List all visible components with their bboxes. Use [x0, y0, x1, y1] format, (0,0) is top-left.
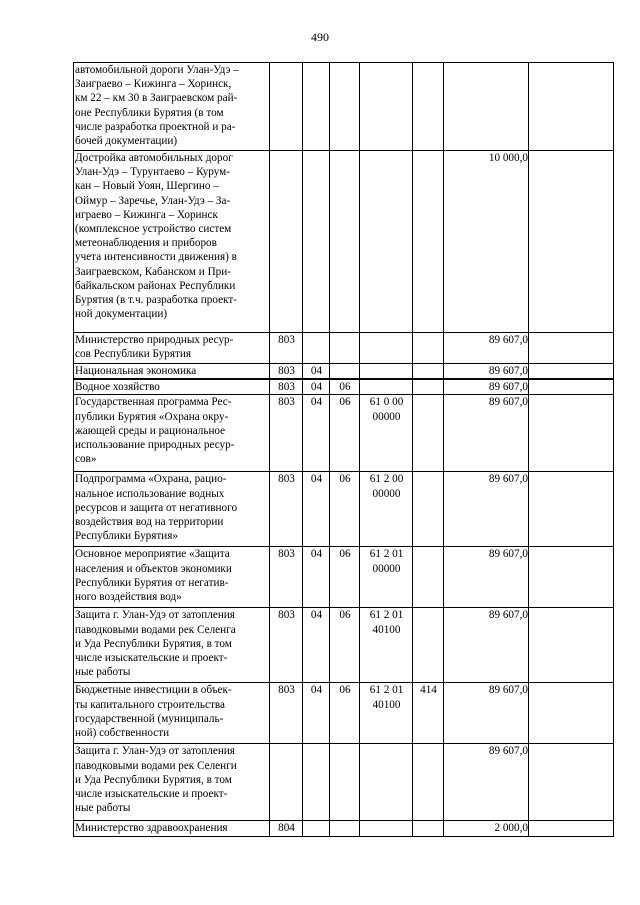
row-name: Достройка автомобильных дорог Улан-Удэ – Турунтаево – Курум- кан – Новый Уоян, Шергино – Оймур – Заречье, Улан-Удэ – За- играево – Кижинга – Хоринск (комплексное устройство систем метеонаблюдения и приборов учета интенсивности движения) в Заиграевском, Кабанском и При- байкальском районах Республики Бурятия (в т.ч. разработка проект- ной документации)	[74, 151, 270, 333]
table-row	[74, 395, 614, 472]
row-extra	[529, 821, 614, 836]
row-pr	[330, 821, 360, 836]
row-pr	[330, 151, 360, 333]
row-amount: 2 000,0	[444, 821, 529, 836]
row-vr	[413, 744, 444, 821]
row-csr: 61 2 01 00000	[360, 547, 413, 608]
row-vr	[413, 333, 444, 364]
row-csr	[360, 333, 413, 364]
row-name: Министерство здравоохранения	[74, 821, 270, 836]
row-amount: 89 607,0	[444, 547, 529, 608]
row-vr	[413, 395, 444, 472]
row-vr: 414	[413, 683, 444, 744]
row-amount: 89 607,0	[444, 379, 529, 395]
row-csr	[360, 151, 413, 333]
row-rz: 04	[303, 547, 330, 608]
row-vr	[413, 364, 444, 380]
row-rz: 04	[303, 472, 330, 547]
table-row	[74, 683, 614, 744]
row-rz: 04	[303, 364, 330, 380]
row-csr	[360, 364, 413, 380]
row-csr	[360, 821, 413, 836]
row-pr: 06	[330, 395, 360, 472]
row-amount	[444, 63, 529, 151]
row-ved	[270, 63, 303, 151]
row-pr	[330, 364, 360, 380]
row-csr	[360, 63, 413, 151]
row-ved: 803	[270, 547, 303, 608]
row-extra	[529, 63, 614, 151]
row-csr: 61 0 00 00000	[360, 395, 413, 472]
row-amount: 89 607,0	[444, 683, 529, 744]
row-rz: 04	[303, 683, 330, 744]
row-extra	[529, 547, 614, 608]
row-rz: 04	[303, 608, 330, 683]
row-rz	[303, 744, 330, 821]
row-name: Водное хозяйство	[74, 379, 270, 395]
row-rz	[303, 333, 330, 364]
row-name: Национальная экономика	[74, 364, 270, 380]
row-pr: 06	[330, 683, 360, 744]
row-amount: 89 607,0	[444, 608, 529, 683]
table-row	[74, 379, 614, 395]
row-amount: 10 000,0	[444, 151, 529, 333]
row-pr	[330, 333, 360, 364]
table-row	[74, 151, 614, 333]
row-rz	[303, 151, 330, 333]
table-row	[74, 472, 614, 547]
row-amount: 89 607,0	[444, 395, 529, 472]
row-name: Бюджетные инвестиции в объек- ты капитального строительства государственной (муниципаль- ной) собственности	[74, 683, 270, 744]
row-ved: 803	[270, 379, 303, 395]
row-csr: 61 2 01 40100	[360, 683, 413, 744]
row-ved: 803	[270, 395, 303, 472]
row-ved: 803	[270, 608, 303, 683]
row-extra	[529, 395, 614, 472]
row-name: Министерство природных ресур- сов Республики Бурятия	[74, 333, 270, 364]
row-name: Подпрограмма «Охрана, рацио- нальное использование водных ресурсов и защита от негативного воздействия вод на территории Республики Бурятия»	[74, 472, 270, 547]
table-row	[74, 333, 614, 364]
row-amount: 89 607,0	[444, 333, 529, 364]
row-name: Защита г. Улан-Удэ от затопления паводковыми водами рек Селенга и Уда Республики Бурятия, в том числе изыскательские и проект- ные работы	[74, 608, 270, 683]
row-pr: 06	[330, 608, 360, 683]
row-vr	[413, 379, 444, 395]
row-pr	[330, 744, 360, 821]
table-row	[74, 608, 614, 683]
row-extra	[529, 379, 614, 395]
row-amount: 89 607,0	[444, 472, 529, 547]
page-number: 490	[311, 30, 329, 44]
row-rz	[303, 63, 330, 151]
table-row	[74, 821, 614, 836]
row-ved	[270, 744, 303, 821]
table-row	[74, 63, 614, 151]
row-ved: 803	[270, 333, 303, 364]
row-ved: 804	[270, 821, 303, 836]
row-rz: 04	[303, 379, 330, 395]
row-pr: 06	[330, 547, 360, 608]
row-extra	[529, 683, 614, 744]
row-extra	[529, 744, 614, 821]
row-extra	[529, 333, 614, 364]
row-amount: 89 607,0	[444, 364, 529, 380]
row-name: автомобильной дороги Улан-Удэ – Заиграево – Кижинга – Хоринск, км 22 – км 30 в Заиграевском рай- оне Республики Бурятия (в том числе разработка проектной и ра- бочей документации)	[74, 63, 270, 151]
row-vr	[413, 472, 444, 547]
row-vr	[413, 608, 444, 683]
row-ved: 803	[270, 683, 303, 744]
row-name: Защита г. Улан-Удэ от затопления паводковыми водами рек Селенги и Уда Республики Бурятия, в том числе изыскательские и проект- ные работы	[74, 744, 270, 821]
row-name: Государственная программа Рес- публики Бурятия «Охрана окру- жающей среды и рациональное использование природных ресур- сов»	[74, 395, 270, 472]
table-row	[74, 744, 614, 821]
row-csr	[360, 379, 413, 395]
budget-table	[73, 62, 614, 837]
row-pr	[330, 63, 360, 151]
row-amount: 89 607,0	[444, 744, 529, 821]
table-row	[74, 547, 614, 608]
row-extra	[529, 608, 614, 683]
row-rz	[303, 821, 330, 836]
row-extra	[529, 472, 614, 547]
row-extra	[529, 151, 614, 333]
row-vr	[413, 547, 444, 608]
table-row	[74, 364, 614, 380]
row-rz: 04	[303, 395, 330, 472]
row-vr	[413, 821, 444, 836]
row-name: Основное мероприятие «Защита населения и объектов экономики Республики Бурятия от негатив- ного воздействия вод»	[74, 547, 270, 608]
row-pr: 06	[330, 379, 360, 395]
row-csr: 61 2 00 00000	[360, 472, 413, 547]
row-csr	[360, 744, 413, 821]
row-ved: 803	[270, 364, 303, 380]
row-pr: 06	[330, 472, 360, 547]
row-vr	[413, 63, 444, 151]
row-ved: 803	[270, 472, 303, 547]
row-ved	[270, 151, 303, 333]
row-vr	[413, 151, 444, 333]
row-csr: 61 2 01 40100	[360, 608, 413, 683]
row-extra	[529, 364, 614, 380]
